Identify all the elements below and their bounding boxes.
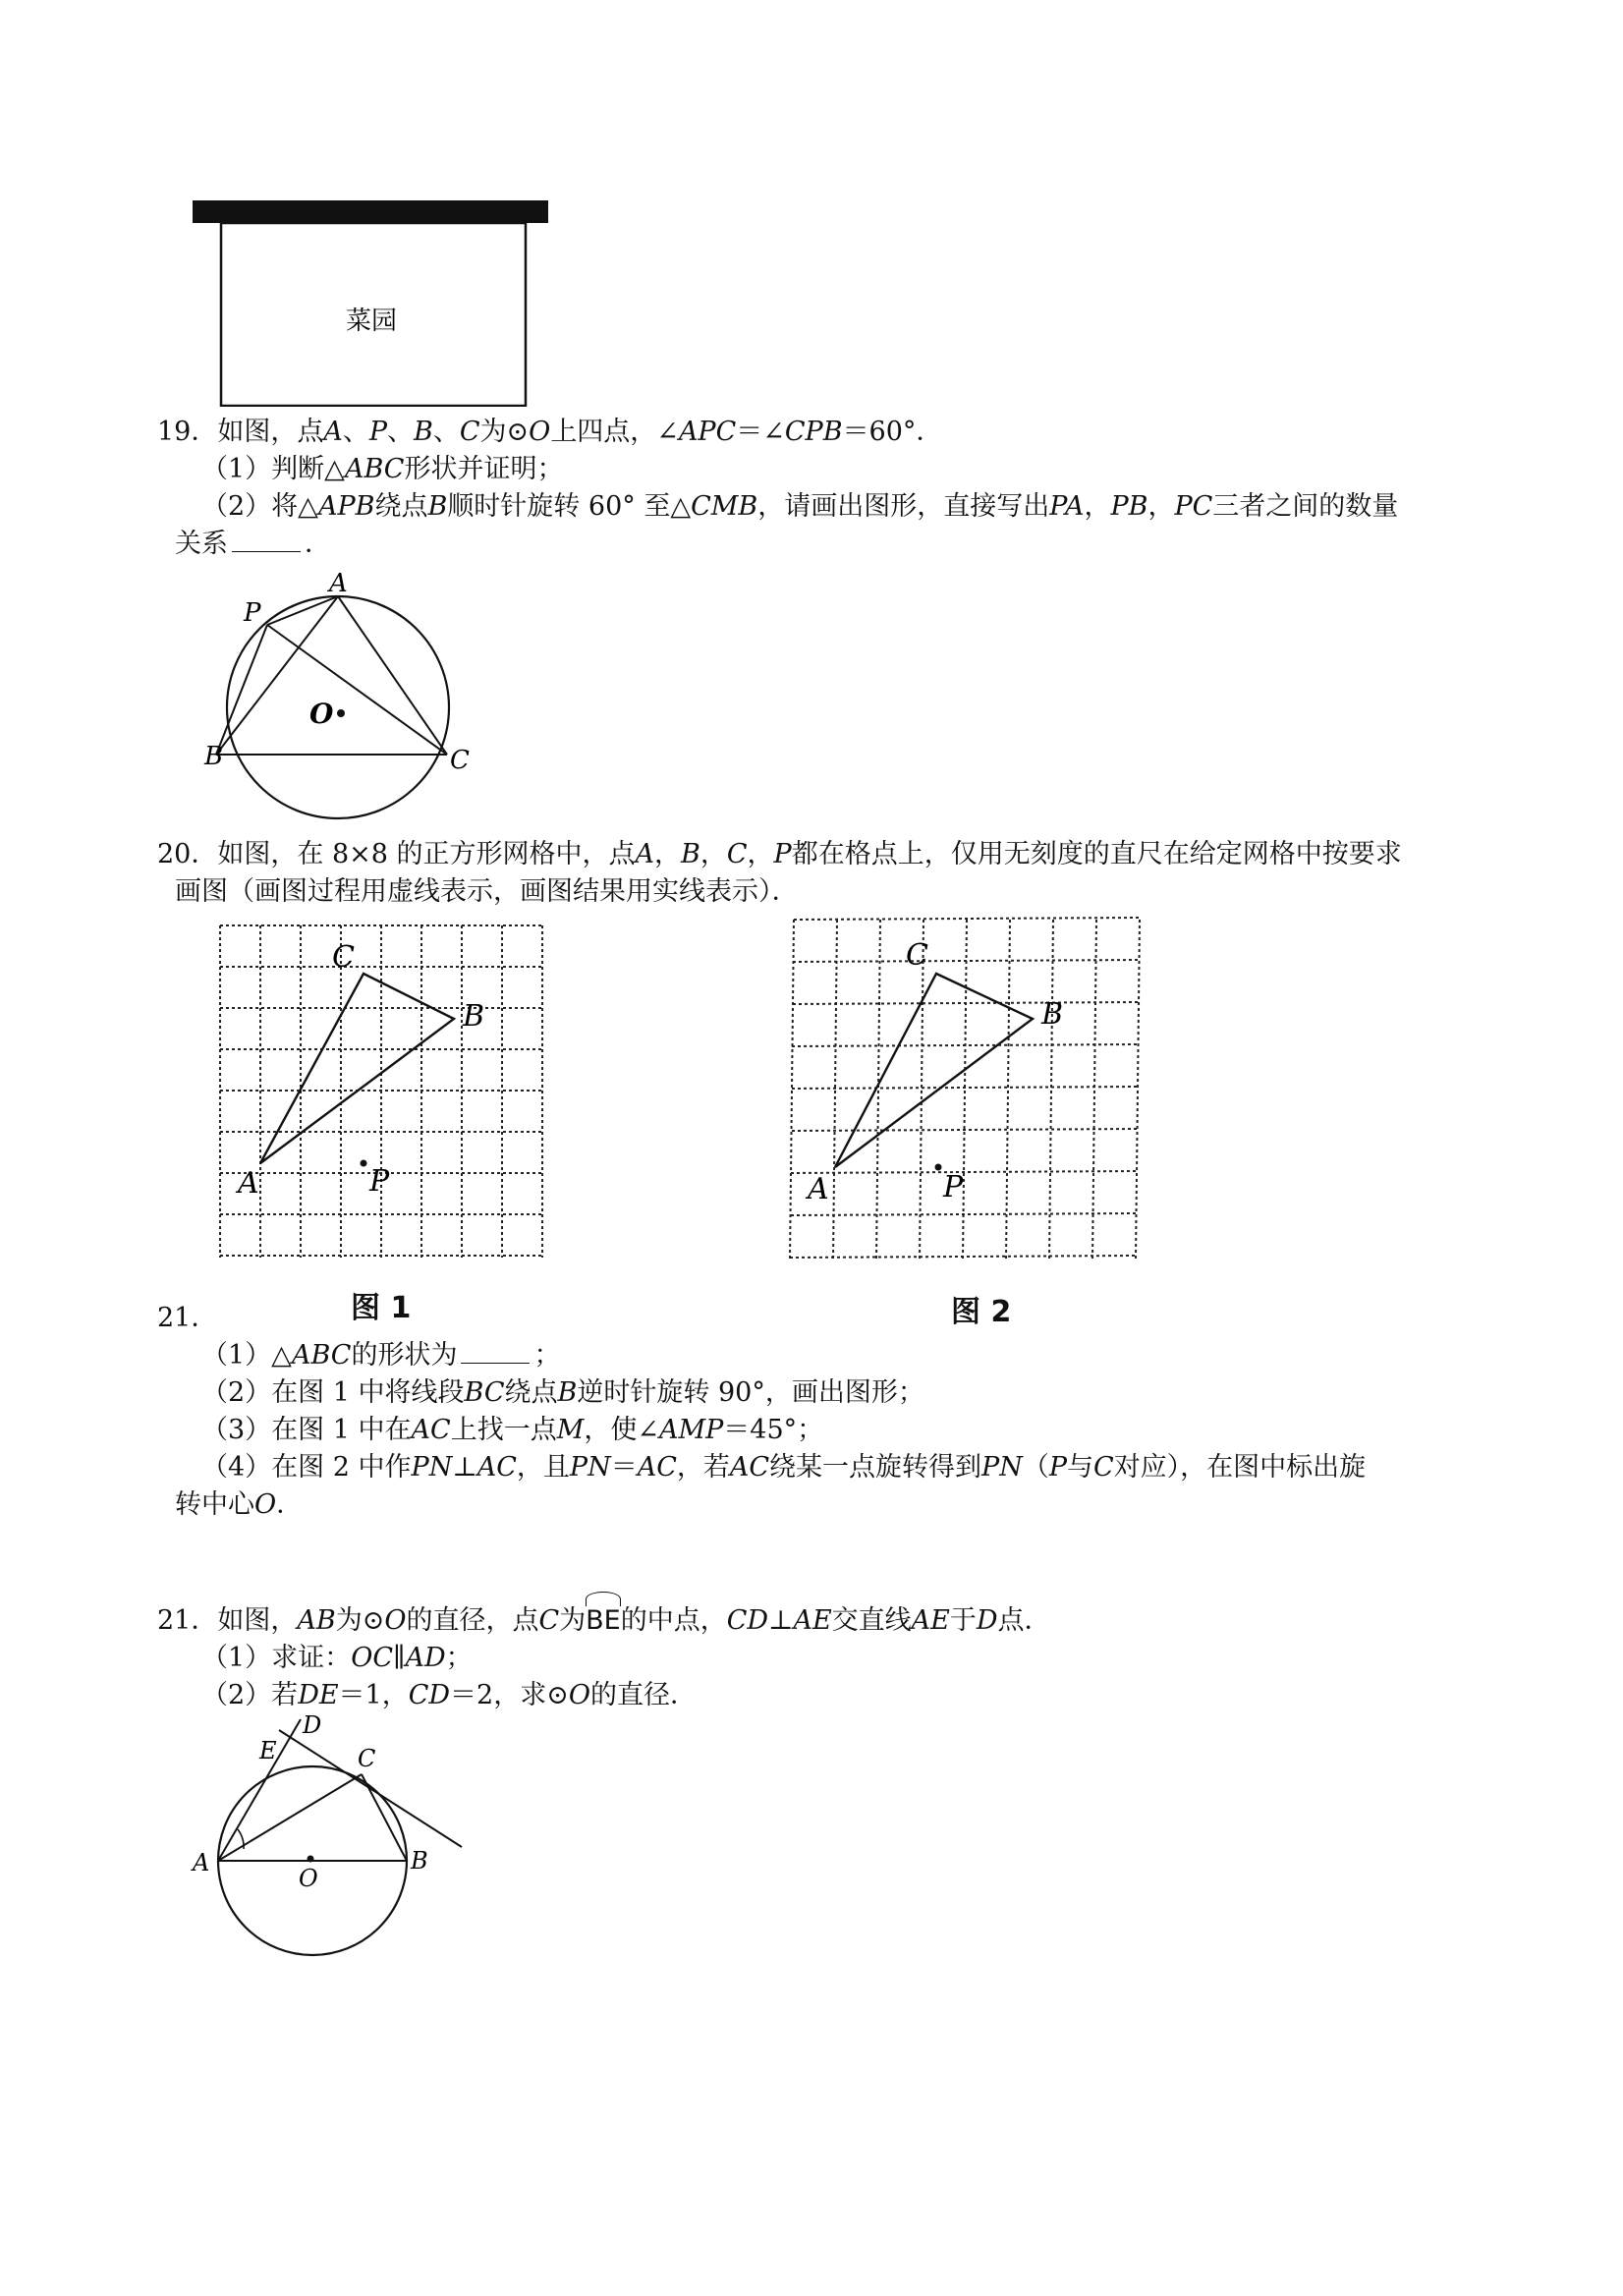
seg-ac [338, 596, 447, 755]
fig1-label-a: A [238, 1166, 259, 1201]
q20-sub4-cont: 转中心O． [175, 1489, 304, 1520]
answer-blank[interactable] [232, 528, 301, 552]
point-p-1 [361, 1160, 367, 1167]
q21-part2: （2）若DE＝1，CD＝2，求⊙O的直径． [201, 1680, 697, 1710]
grid-figure-1 [212, 916, 554, 1267]
fig1-caption: 图 1 [351, 1291, 412, 1325]
label-a: A [329, 569, 348, 598]
q20-number: 21． [157, 1303, 218, 1333]
label-p: P [244, 598, 261, 628]
label-c: C [358, 1745, 376, 1772]
circle-diagram [196, 562, 491, 837]
q20-sub3: （3）在图 1 中在AC上找一点M，使∠AMP＝45°； [201, 1415, 824, 1445]
center-dot [337, 709, 345, 717]
grid-1 [212, 916, 554, 1267]
q21-stem: 21．如图，AB为⊙O的直径，点C为BE的中点，CD⊥AE交直线AE于D点． [157, 1601, 1493, 1641]
fig2-label-b: B [1041, 997, 1064, 1032]
fig2-label-p: P [943, 1170, 964, 1204]
label-a: A [193, 1849, 210, 1876]
q19-stem: 19．如图，点A、P、B、C为⊙O上四点，∠APC＝∠CPB＝60°． [157, 417, 943, 447]
grid-2 [782, 910, 1147, 1271]
label-d: D [303, 1715, 322, 1739]
fig1-label-b: B [463, 999, 485, 1034]
q20-sub2: （2）在图 1 中将线段BC绕点B逆时针旋转 90°，画出图形； [201, 1377, 924, 1408]
q19-figure [196, 562, 491, 837]
q21-part1: （1）求证：OC∥AD； [201, 1643, 473, 1673]
fig2-caption: 图 2 [951, 1295, 1012, 1329]
seg-pc [267, 625, 447, 755]
garden-diagram [193, 200, 548, 407]
shape-answer-blank[interactable] [461, 1339, 530, 1364]
fig1-label-p: P [369, 1164, 390, 1199]
label-c: C [450, 746, 470, 775]
garden-figure [193, 200, 548, 407]
q20-sub4: （4）在图 2 中作PN⊥AC，且PN＝AC，若AC绕某一点旋转得到PN（P与C对应），在图中标出旋 [201, 1452, 1367, 1483]
q19-part2: （2）将△APB绕点B顺时针旋转 60° 至△CMB，请画出图形，直接写出PA，PB，PC三者之间的数量 [201, 491, 1399, 522]
fig2-label-c: C [906, 938, 928, 973]
fig2-label-a: A [808, 1172, 829, 1206]
q20-stem-cont: 画图（画图过程用虚线表示，画图结果用实线表示）． [175, 876, 799, 907]
point-p-2 [935, 1164, 942, 1171]
triangle-abc-2 [835, 974, 1033, 1167]
label-o: O [299, 1865, 318, 1892]
q20-sub1: （1）△ABC的形状为 ； [201, 1340, 561, 1371]
arc-be: BE [586, 1601, 621, 1641]
q19-part2-cont: 关系 ． [175, 529, 331, 559]
center-dot [308, 1856, 314, 1863]
tangent-diagram [187, 1715, 481, 1965]
wall-bar [193, 200, 548, 223]
label-b: B [204, 742, 224, 771]
fig1-label-c: C [332, 940, 355, 975]
seg-pb [216, 625, 267, 755]
q19-part1: （1）判断△ABC形状并证明； [201, 454, 564, 484]
label-o: O [309, 698, 334, 730]
q21-figure [187, 1715, 481, 1965]
q20-stem: 20．如图，在 8×8 的正方形网格中，点A，B，C，P都在格点上，仅用无刻度的直尺在给定网格中按要求 [157, 839, 1402, 869]
garden-label: 菜园 [345, 307, 398, 336]
triangle-abc-1 [260, 974, 454, 1163]
label-e: E [259, 1737, 277, 1764]
label-b: B [411, 1847, 428, 1875]
seg-ac [218, 1774, 362, 1861]
grid-figure-2 [782, 910, 1147, 1271]
